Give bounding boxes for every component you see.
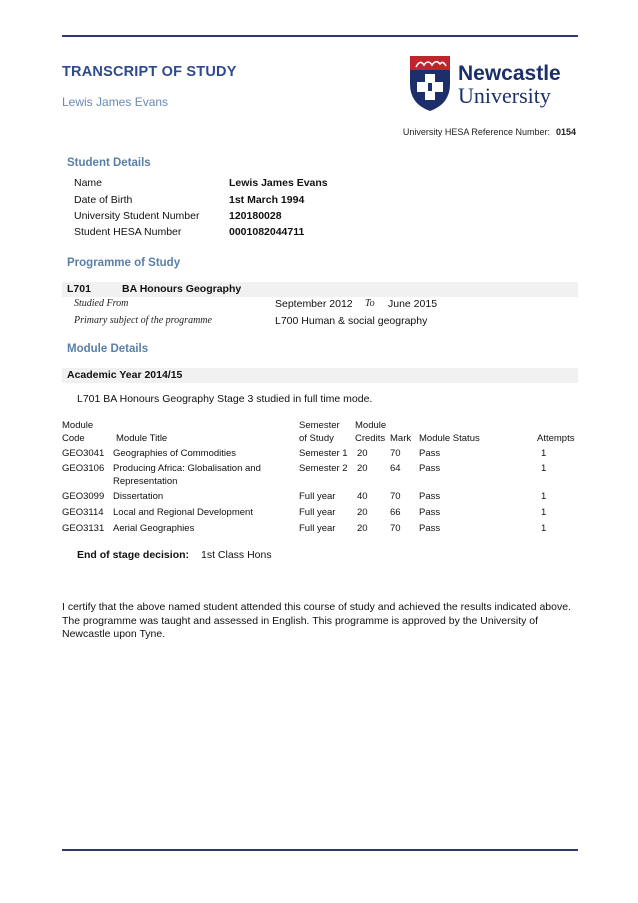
row-title: Local and Regional Development bbox=[113, 507, 253, 518]
hesa-number-label: Student HESA Number bbox=[74, 226, 182, 238]
header-code-2: Code bbox=[62, 432, 85, 444]
row-attempts: 1 bbox=[541, 463, 547, 474]
row-status: Pass bbox=[419, 491, 441, 502]
row-code: GEO3106 bbox=[62, 463, 105, 474]
programme-name: BA Honours Geography bbox=[122, 283, 242, 295]
row-credits: 20 bbox=[357, 448, 368, 459]
row-semester: Semester 1 bbox=[299, 448, 348, 459]
studied-from-value: September 2012 bbox=[275, 298, 353, 310]
header-attempts: Attempts bbox=[537, 432, 575, 444]
logo-line2: University bbox=[458, 83, 551, 108]
stage-text: L701 BA Honours Geography Stage 3 studied in full time mode. bbox=[77, 393, 373, 405]
programme-heading: Programme of Study bbox=[67, 257, 181, 269]
student-number-label: University Student Number bbox=[74, 210, 200, 222]
row-code: GEO3041 bbox=[62, 448, 105, 459]
certification-text: I certify that the above named student attended this course of study and achieved the results indicated above. The programme was taught and assessed in English. This programme is approved by the University of Newcastle upon Tyne. bbox=[62, 601, 571, 640]
dob-label: Date of Birth bbox=[74, 194, 133, 206]
row-attempts: 1 bbox=[541, 491, 547, 502]
primary-subject-value: L700 Human & social geography bbox=[275, 315, 428, 327]
top-rule bbox=[62, 35, 578, 37]
bottom-rule bbox=[62, 849, 578, 851]
dob-value: 1st March 1994 bbox=[229, 194, 305, 206]
row-attempts: 1 bbox=[541, 448, 547, 459]
studied-to-value: June 2015 bbox=[388, 298, 438, 310]
header-semester-1: Semester bbox=[299, 420, 340, 431]
hesa-reference bbox=[403, 127, 576, 137]
header-code-1: Module bbox=[62, 420, 94, 431]
row-semester: Full year bbox=[299, 491, 336, 502]
student-details-heading: Student Details bbox=[67, 157, 151, 169]
student-name-header: Lewis James Evans bbox=[62, 95, 169, 109]
row-mark: 70 bbox=[390, 491, 401, 502]
row-status: Pass bbox=[419, 523, 441, 534]
page-title: TRANSCRIPT OF STUDY bbox=[62, 64, 237, 80]
row-attempts: 1 bbox=[541, 507, 547, 518]
primary-subject-label: Primary subject of the programme bbox=[74, 315, 212, 326]
row-title: Dissertation bbox=[113, 491, 164, 502]
header-semester-2: of Study bbox=[299, 432, 334, 444]
row-credits: 20 bbox=[357, 523, 368, 534]
row-credits: 20 bbox=[357, 463, 368, 474]
row-mark: 70 bbox=[390, 523, 401, 534]
row-title: Aerial Geographies bbox=[113, 523, 195, 534]
row-mark: 64 bbox=[390, 463, 401, 474]
row-status: Pass bbox=[419, 448, 441, 459]
hesa-label: University HESA Reference Number: bbox=[402, 127, 550, 137]
row-attempts: 1 bbox=[541, 523, 547, 534]
row-code: GEO3099 bbox=[62, 491, 105, 502]
programme-code: L701 bbox=[67, 283, 91, 295]
row-status: Pass bbox=[419, 507, 441, 518]
module-details-heading: Module Details bbox=[67, 343, 149, 355]
logo-line1: Newcastle bbox=[458, 62, 561, 85]
university-crest-icon bbox=[408, 54, 578, 112]
name-value: Lewis James Evans bbox=[229, 177, 328, 189]
hesa-value: 0154 bbox=[555, 127, 576, 137]
row-credits: 40 bbox=[357, 491, 368, 502]
decision-value: 1st Class Hons bbox=[201, 549, 272, 561]
row-title: Geographies of Commodities bbox=[113, 448, 237, 459]
row-semester: Semester 2 bbox=[299, 463, 348, 474]
row-title: Producing Africa: Globalisation and Representation bbox=[113, 463, 261, 487]
studied-from-label: Studied From bbox=[74, 298, 129, 309]
to-label: To bbox=[365, 298, 375, 309]
student-number-value: 120180028 bbox=[229, 210, 282, 222]
row-status: Pass bbox=[419, 463, 441, 474]
row-semester: Full year bbox=[299, 523, 336, 534]
row-semester: Full year bbox=[299, 507, 336, 518]
header-credits-2: Credits bbox=[355, 432, 386, 444]
row-mark: 66 bbox=[390, 507, 401, 518]
row-code: GEO3114 bbox=[62, 507, 104, 518]
decision-label: End of stage decision: bbox=[77, 549, 190, 561]
hesa-number-value: 0001082044711 bbox=[229, 226, 305, 238]
academic-year: Academic Year 2014/15 bbox=[67, 369, 183, 381]
row-credits: 20 bbox=[357, 507, 368, 518]
header-credits-1: Module bbox=[355, 420, 387, 431]
name-label: Name bbox=[74, 177, 103, 189]
university-logo bbox=[408, 54, 578, 112]
row-code: GEO3131 bbox=[62, 523, 105, 534]
row-mark: 70 bbox=[390, 448, 401, 459]
header-status: Module Status bbox=[419, 432, 480, 444]
header-mark: Mark bbox=[390, 432, 412, 444]
header-title: Module Title bbox=[116, 432, 168, 444]
